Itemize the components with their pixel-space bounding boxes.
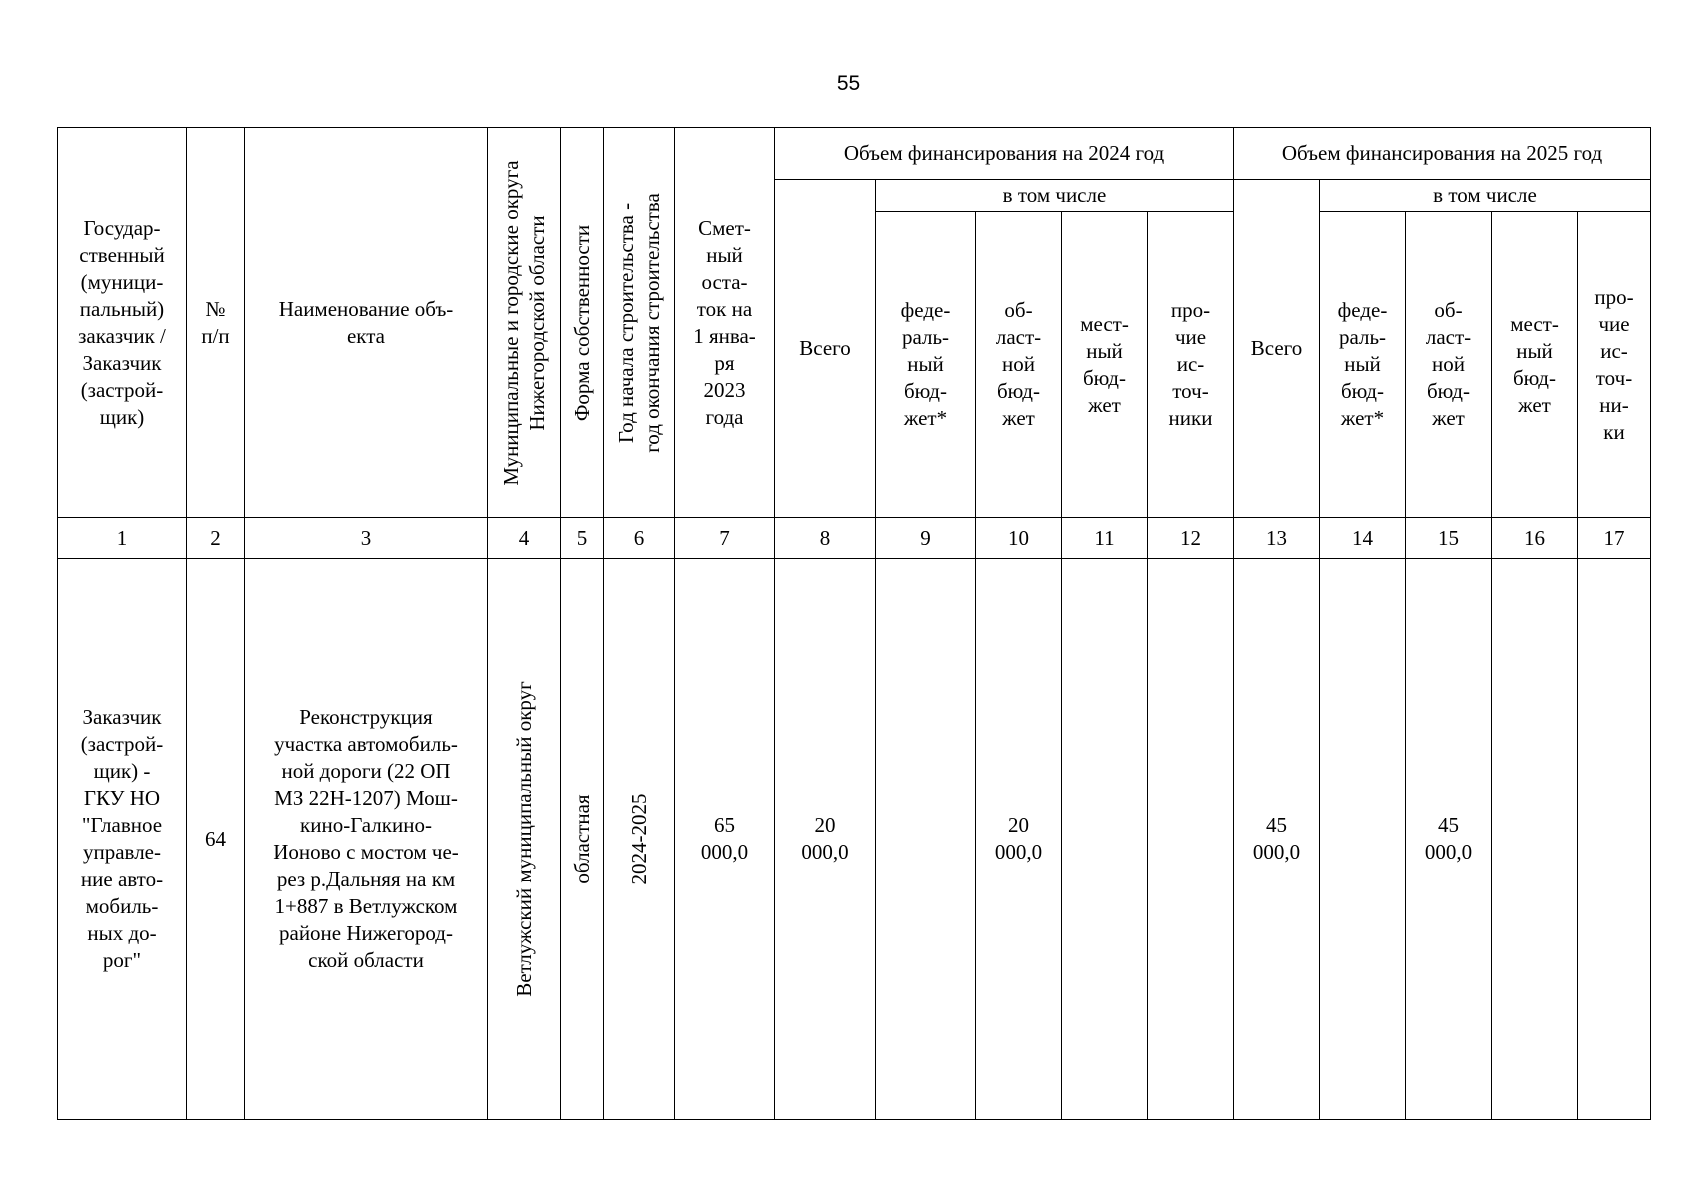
column-number: 11 — [1062, 518, 1148, 559]
header-local-2025: мест- ный бюд- жет — [1492, 212, 1578, 518]
header-number: № п/п — [187, 128, 245, 518]
header-including-2025: в том числе — [1320, 180, 1651, 212]
column-number: 7 — [675, 518, 775, 559]
cell-estimate: 65 000,0 — [675, 559, 775, 1120]
column-number: 12 — [1148, 518, 1234, 559]
cell-total-2025: 45 000,0 — [1234, 559, 1320, 1120]
cell-object-name: Реконструкция участка автомобиль- ной дороги (22 ОП МЗ 22Н-1207) Мош- кино-Галкино- Ионово с мостом че- рез р.Дальняя на км 1+887 в Ветлужском районе Нижегород- ской области — [245, 559, 488, 1120]
cell-other-2024 — [1148, 559, 1234, 1120]
cell-local-2025 — [1492, 559, 1578, 1120]
cell-regional-2025: 45 000,0 — [1406, 559, 1492, 1120]
header-estimate: Смет- ный оста- ток на 1 янва- ря 2023 года — [675, 128, 775, 518]
header-total-2024: Всего — [775, 180, 876, 518]
cell-district: Ветлужский муниципальный округ — [512, 681, 536, 997]
header-years-cell — [604, 128, 675, 518]
column-number: 3 — [245, 518, 488, 559]
cell-total-2024: 20 000,0 — [775, 559, 876, 1120]
column-number: 14 — [1320, 518, 1406, 559]
header-regional-2024: об- ласт- ной бюд- жет — [976, 212, 1062, 518]
column-number: 4 — [488, 518, 561, 559]
header-ownership: Форма собственности — [570, 224, 594, 421]
table-row — [58, 559, 1651, 1120]
header-federal-2024: феде- раль- ный бюд- жет* — [876, 212, 976, 518]
header-object-name: Наименование объ- екта — [245, 128, 488, 518]
cell-ownership-cell — [561, 559, 604, 1120]
cell-regional-2024: 20 000,0 — [976, 559, 1062, 1120]
column-number: 13 — [1234, 518, 1320, 559]
cell-years-cell — [604, 559, 675, 1120]
cell-ownership: областная — [570, 794, 594, 884]
header-regional-2025: об- ласт- ной бюд- жет — [1406, 212, 1492, 518]
header-other-2024: про- чие ис- точ- ники — [1148, 212, 1234, 518]
column-number: 9 — [876, 518, 976, 559]
cell-other-2025 — [1578, 559, 1651, 1120]
cell-customer: Заказчик (застрой- щик) - ГКУ НО "Главное управле- ние авто- мобиль- ных до- рог" — [58, 559, 187, 1120]
cell-federal-2024 — [876, 559, 976, 1120]
cell-district-cell — [488, 559, 561, 1120]
column-number-row — [58, 518, 1651, 559]
cell-years: 2024-2025 — [627, 793, 651, 885]
cell-number: 64 — [187, 559, 245, 1120]
column-number: 5 — [561, 518, 604, 559]
financing-table — [57, 127, 1651, 1120]
header-years: Год начала строительства - год окончания строительства — [614, 192, 664, 453]
header-customer: Государ- ственный (муници- пальный) заказчик / Заказчик (застрой- щик) — [58, 128, 187, 518]
column-number: 1 — [58, 518, 187, 559]
column-number: 16 — [1492, 518, 1578, 559]
header-district: Муниципальные и городские округа Нижегородской области — [499, 159, 549, 486]
column-number: 17 — [1578, 518, 1651, 559]
column-number: 2 — [187, 518, 245, 559]
header-federal-2025: феде- раль- ный бюд- жет* — [1320, 212, 1406, 518]
header-including-2024: в том числе — [876, 180, 1234, 212]
header-other-2025: про- чие ис- точ- ни- ки — [1578, 212, 1651, 518]
header-local-2024: мест- ный бюд- жет — [1062, 212, 1148, 518]
page-number: 55 — [836, 72, 861, 95]
cell-federal-2025 — [1320, 559, 1406, 1120]
column-number: 8 — [775, 518, 876, 559]
header-funding-2024: Объем финансирования на 2024 год — [775, 128, 1234, 180]
column-number: 15 — [1406, 518, 1492, 559]
header-district-cell — [488, 128, 561, 518]
header-row-1 — [58, 128, 1651, 180]
column-number: 10 — [976, 518, 1062, 559]
column-number: 6 — [604, 518, 675, 559]
header-total-2025: Всего — [1234, 180, 1320, 518]
header-ownership-cell — [561, 128, 604, 518]
cell-local-2024 — [1062, 559, 1148, 1120]
header-funding-2025: Объем финансирования на 2025 год — [1234, 128, 1651, 180]
